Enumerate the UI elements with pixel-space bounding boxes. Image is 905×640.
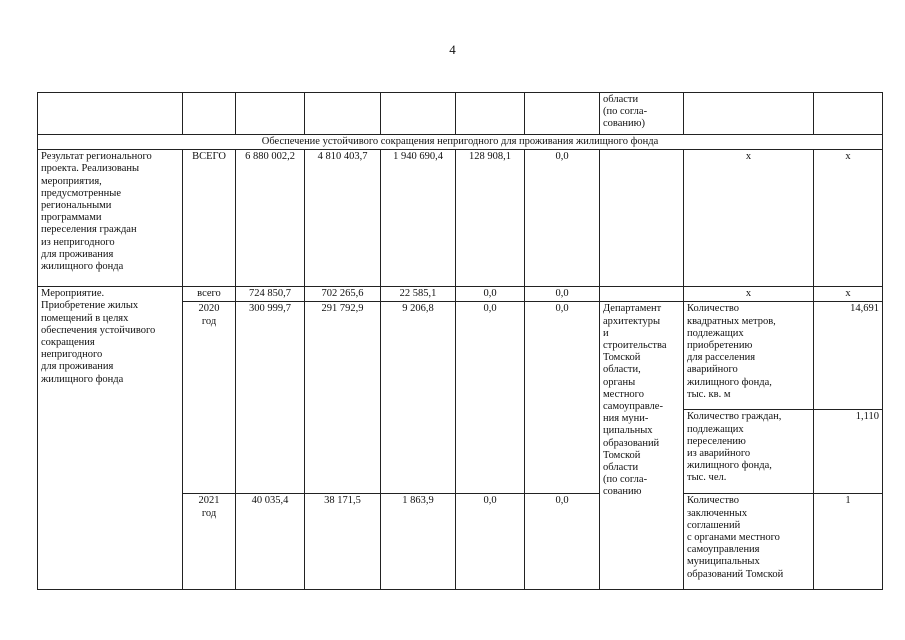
section-title: Обеспечение устойчивого сокращения непригодного для проживания жилищного фонда (38, 135, 883, 150)
activity-total-value: х (814, 287, 883, 302)
year-2021-indicator: Количество заключенных соглашений с органами местного самоуправления муниципальных образований Томской (684, 494, 814, 590)
activity-responsible-cell: Департамент архитектуры и строительства Томской области, органы местного самоуправле- ния муни- ципальных образований Томской области (по согла- сованию (600, 302, 684, 590)
result-regional: 1 940 690,4 (381, 150, 456, 287)
result-local: 128 908,1 (456, 150, 525, 287)
activity-total-federal: 702 265,6 (305, 287, 381, 302)
year-2021-value: 1 (814, 494, 883, 590)
activity-name-cell: Мероприятие. Приобретение жилых помещений в целях обеспечения устойчивого сокращения непригодного для проживания жилищного фонда (38, 287, 183, 590)
program-table (37, 92, 883, 590)
year-2020-indicator-2: Количество граждан, подлежащих переселению из аварийного жилищного фонда, тыс. чел. (684, 410, 814, 494)
year-2021-regional: 1 863,9 (381, 494, 456, 590)
activity-total-regional: 22 585,1 (381, 287, 456, 302)
year-2020-local: 0,0 (456, 302, 525, 494)
result-other: 0,0 (525, 150, 600, 287)
year-2020-total: 300 999,7 (236, 302, 305, 494)
year-2021-federal: 38 171,5 (305, 494, 381, 590)
result-indicator: х (684, 150, 814, 287)
result-value: х (814, 150, 883, 287)
year-2021-other: 0,0 (525, 494, 600, 590)
result-row (38, 150, 883, 287)
activity-total-local: 0,0 (456, 287, 525, 302)
year-2020-period: 2020 год (183, 302, 236, 494)
activity-total-period: всего (183, 287, 236, 302)
activity-total-responsible (600, 287, 684, 302)
result-federal: 4 810 403,7 (305, 150, 381, 287)
activity-total-indicator: х (684, 287, 814, 302)
activity-total-other: 0,0 (525, 287, 600, 302)
year-2021-local: 0,0 (456, 494, 525, 590)
result-name-cell: Результат регионального проекта. Реализованы мероприятия, предусмотренные региональными программами переселения граждан из непригодного для проживания жилищного фонда (38, 150, 183, 287)
year-2020-regional: 9 206,8 (381, 302, 456, 494)
year-2020-value-2: 1,110 (814, 410, 883, 494)
activity-total-total: 724 850,7 (236, 287, 305, 302)
result-total: 6 880 002,2 (236, 150, 305, 287)
year-2020-value-1: 14,691 (814, 302, 883, 410)
activity-total-row (38, 287, 883, 302)
result-responsible (600, 150, 684, 287)
page-number: 4 (449, 42, 456, 57)
year-2020-other: 0,0 (525, 302, 600, 494)
year-2021-total: 40 035,4 (236, 494, 305, 590)
year-2020-indicator-1: Количество квадратных метров, подлежащих приобретению для расселения аварийного жилищного фонда, тыс. кв. м (684, 302, 814, 410)
header-row (38, 93, 883, 135)
header-responsible-cell: области (по согла- сованию) (600, 93, 684, 135)
result-period: ВСЕГО (183, 150, 236, 287)
year-2020-federal: 291 792,9 (305, 302, 381, 494)
year-2021-period: 2021 год (183, 494, 236, 590)
